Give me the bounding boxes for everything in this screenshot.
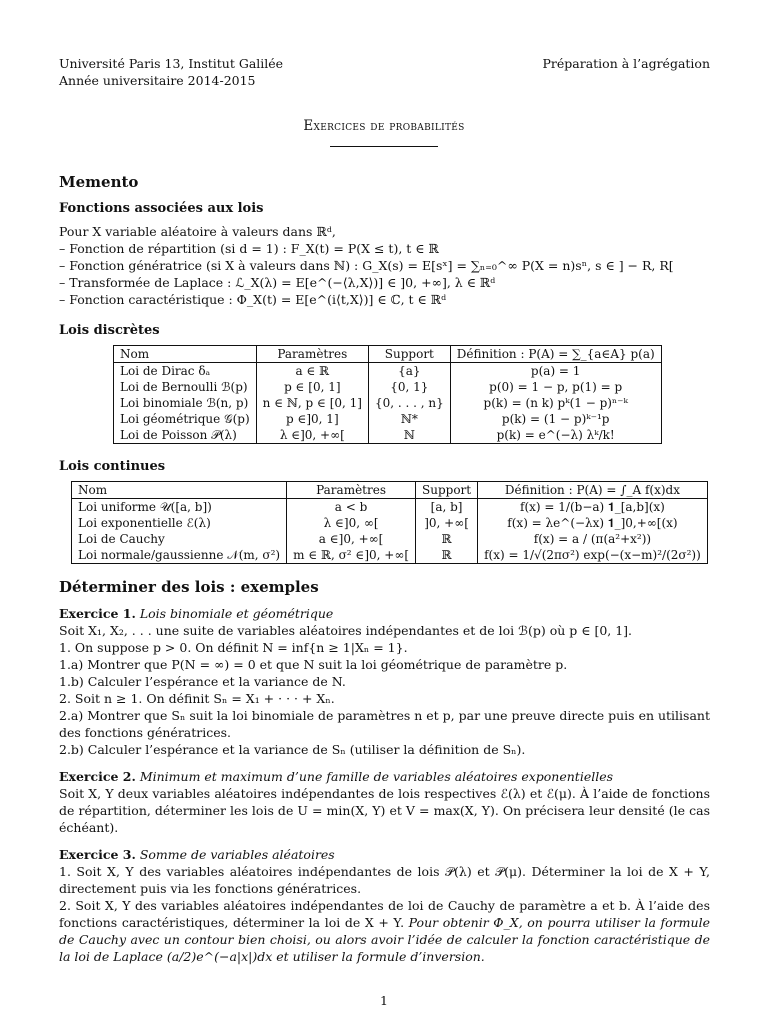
- header-left: [59, 55, 283, 89]
- exercise-line: Soit X₁, X₂, . . . une suite de variables aléatoires indépendantes et de loi ℬ(p) où p ∈ [0, 1].: [59, 623, 633, 638]
- exercise-text: 1. Soit X, Y des variables aléatoires indépendantes de lois 𝒫(λ) et 𝒫(μ). Déterminer la loi de X + Y, directement puis via les fonctions génératrices.: [59, 864, 710, 896]
- law-support: ℝ: [416, 547, 478, 564]
- document-title: Exercices de probabilités: [303, 118, 465, 134]
- table-row: [114, 427, 662, 444]
- header-university: Université Paris 13, Institut Galilée: [59, 56, 284, 71]
- table-header: Définition : P(A) = ∑_{a∈A} p(a): [450, 346, 661, 363]
- law-params: p ∈ [0, 1]: [256, 379, 368, 395]
- law-support: {a}: [368, 363, 450, 380]
- table-header: Paramètres: [256, 346, 368, 363]
- fonctions-heading: Fonctions associées aux lois: [59, 201, 264, 216]
- exercise-1: [59, 605, 710, 758]
- fonctions-line: Pour X variable aléatoire à valeurs dans ℝᵈ,: [59, 224, 336, 239]
- table-row: [114, 363, 662, 380]
- continues-heading: Lois continues: [59, 459, 166, 474]
- law-params: a ∈]0, +∞[: [287, 531, 416, 547]
- exercise-line: 1. On suppose p > 0. On définit N = inf{n ≥ 1|Xₙ = 1}.: [59, 640, 408, 655]
- exercise-line: 1.b) Calculer l’espérance et la variance de N.: [59, 674, 346, 689]
- law-definition: f(x) = 1/(b−a) 𝟏_[a,b](x): [478, 499, 708, 516]
- law-params: m ∈ ℝ, σ² ∈]0, +∞[: [287, 547, 416, 564]
- title-rule: [330, 146, 438, 147]
- law-definition: p(k) = (n k) pᵏ(1 − p)ⁿ⁻ᵏ: [450, 395, 661, 411]
- exercise-title: Lois binomiale et géométrique: [139, 606, 334, 621]
- exercise-label: Exercice 1.: [59, 606, 136, 621]
- law-name: Loi de Poisson 𝒫(λ): [114, 427, 257, 444]
- discrete-laws-table: [113, 345, 662, 444]
- law-params: n ∈ ℕ, p ∈ [0, 1]: [256, 395, 368, 411]
- table-header: Nom: [72, 482, 287, 499]
- exercise-line: 2. Soit n ≥ 1. On définit Sₙ = X₁ + · · · + Xₙ.: [59, 691, 335, 706]
- exercise-title: Somme de variables aléatoires: [139, 847, 335, 862]
- table-row: [72, 499, 708, 516]
- exercise-line: 2.b) Calculer l’espérance et la variance de Sₙ (utiliser la définition de Sₙ).: [59, 742, 526, 757]
- exemples-heading: Déterminer des lois : exemples: [59, 578, 319, 596]
- table-header: Support: [416, 482, 478, 499]
- memento-heading: Memento: [59, 173, 139, 191]
- exercise-title: Minimum et maximum d’une famille de variables aléatoires exponentielles: [139, 769, 614, 784]
- page-header: [59, 55, 710, 89]
- fonctions-line: – Fonction génératrice (si X à valeurs dans ℕ) : G_X(s) = E[sˣ] = ∑ₙ₌₀^∞ P(X = n)sⁿ, s ∈ ] − R, R[: [59, 258, 674, 273]
- fonctions-line: – Transformée de Laplace : ℒ_X(λ) = E[e^(−⟨λ,X⟩)] ∈ ]0, +∞], λ ∈ ℝᵈ: [59, 275, 496, 290]
- law-support: {0, . . . , n}: [368, 395, 450, 411]
- law-name: Loi exponentielle ℰ(λ): [72, 515, 287, 531]
- law-name: Loi géométrique 𝒢(p): [114, 411, 257, 427]
- law-params: p ∈]0, 1]: [256, 411, 368, 427]
- fonctions-line: – Fonction de répartition (si d = 1) : F_X(t) = P(X ≤ t), t ∈ ℝ: [59, 241, 439, 256]
- law-name: Loi de Cauchy: [72, 531, 287, 547]
- law-support: [a, b]: [416, 499, 478, 516]
- table-row: [72, 531, 708, 547]
- exercise-line: 2.a) Montrer que Sₙ suit la loi binomiale de paramètres n et p, par une preuve directe puis en utilisant des fonctions génératrices.: [59, 708, 710, 740]
- law-name: Loi binomiale ℬ(n, p): [114, 395, 257, 411]
- law-params: λ ∈]0, +∞[: [256, 427, 368, 444]
- exercise-text: Soit X, Y deux variables aléatoires indépendantes de lois respectives ℰ(λ) et ℰ(μ). À l’aide de fonctions de répartition, déterminer les lois de U = min(X, Y) et V = max(X, Y). On précisera leur densité (le cas échéant).: [59, 786, 710, 835]
- table-row: [72, 515, 708, 531]
- law-name: Loi normale/gaussienne 𝒩(m, σ²): [72, 547, 287, 564]
- table-header: Support: [368, 346, 450, 363]
- law-definition: f(x) = a / (π(a²+x²)): [478, 531, 708, 547]
- law-support: ℕ: [368, 427, 450, 444]
- header-year: Année universitaire 2014-2015: [59, 73, 256, 88]
- table-header: Définition : P(A) = ∫_A f(x)dx: [478, 482, 708, 499]
- law-definition: p(k) = (1 − p)ᵏ⁻¹p: [450, 411, 661, 427]
- exercise-text: 2. Soit X, Y des variables aléatoires indépendantes de loi de Cauchy de paramètre a et b. À l’aide des fonctions caractéristiques, déterminer la loi de X + Y.: [59, 898, 710, 930]
- discretes-heading: Lois discrètes: [59, 323, 160, 338]
- law-params: λ ∈]0, ∞[: [287, 515, 416, 531]
- table-row: [114, 379, 662, 395]
- law-support: ]0, +∞[: [416, 515, 478, 531]
- exercise-label: Exercice 2.: [59, 769, 136, 784]
- law-params: a ∈ ℝ: [256, 363, 368, 380]
- exercise-hint: Pour obtenir Φ_X, on pourra utiliser la formule de Cauchy avec un contour bien choisi, ou alors avoir l’idée de calculer la fonction caractéristique de la loi de Laplace (a/2)e^(−a|x|)dx et utiliser la formule d’inversion.: [59, 915, 710, 964]
- law-support: ℕ*: [368, 411, 450, 427]
- law-definition: p(0) = 1 − p, p(1) = p: [450, 379, 661, 395]
- table-header: Nom: [114, 346, 257, 363]
- continuous-laws-table: [71, 481, 708, 564]
- law-name: Loi de Bernoulli ℬ(p): [114, 379, 257, 395]
- exercise-3: [59, 846, 710, 965]
- main-content: [59, 173, 710, 965]
- law-params: a < b: [287, 499, 416, 516]
- law-definition: f(x) = 1/√(2πσ²) exp(−(x−m)²/(2σ²)): [478, 547, 708, 564]
- law-definition: p(k) = e^(−λ) λᵏ/k!: [450, 427, 661, 444]
- page-number: 1: [380, 993, 388, 1008]
- law-name: Loi uniforme 𝒰([a, b]): [72, 499, 287, 516]
- law-name: Loi de Dirac δₐ: [114, 363, 257, 380]
- table-row: [114, 395, 662, 411]
- exercise-2: [59, 768, 710, 836]
- table-row: [72, 547, 708, 564]
- header-course: Préparation à l’agrégation: [542, 56, 710, 71]
- exercise-line: 1.a) Montrer que P(N = ∞) = 0 et que N suit la loi géométrique de paramètre p.: [59, 657, 568, 672]
- law-definition: f(x) = λe^(−λx) 𝟏_]0,+∞[(x): [478, 515, 708, 531]
- fonctions-line: – Fonction caractéristique : Φ_X(t) = E[e^(i⟨t,X⟩)] ∈ ℂ, t ∈ ℝᵈ: [59, 292, 447, 307]
- exercise-label: Exercice 3.: [59, 847, 136, 862]
- fonctions-list: [59, 223, 710, 308]
- table-header: Paramètres: [287, 482, 416, 499]
- law-support: {0, 1}: [368, 379, 450, 395]
- law-support: ℝ: [416, 531, 478, 547]
- table-row: [114, 411, 662, 427]
- law-definition: p(a) = 1: [450, 363, 661, 380]
